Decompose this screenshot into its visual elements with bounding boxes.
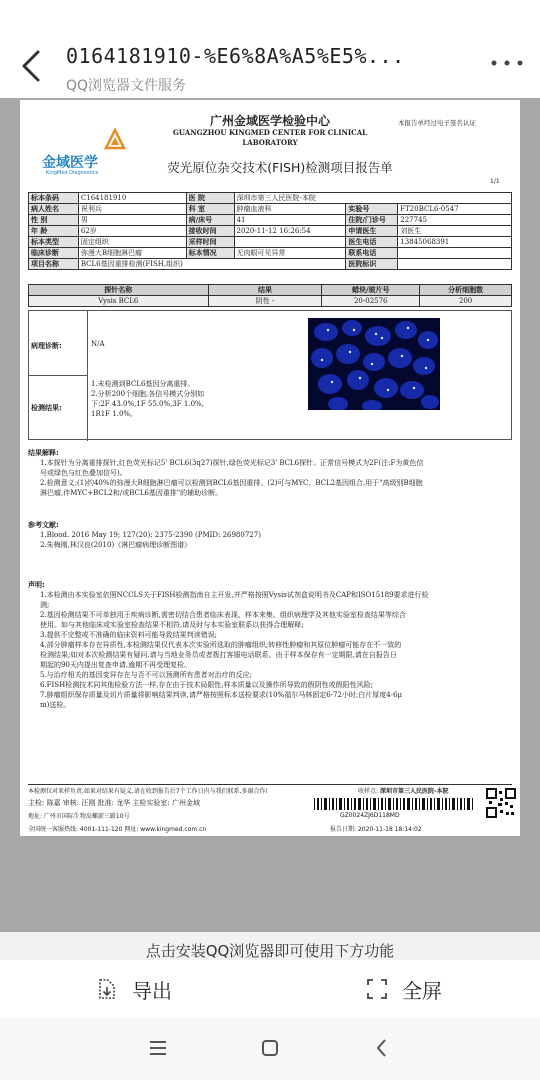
fullscreen-button[interactable] <box>366 960 442 1018</box>
report-page <box>20 100 520 836</box>
install-tip-text: 点击安装QQ浏览器即可使用下方功能 <box>145 942 395 960</box>
system-nav-bar <box>0 1018 540 1080</box>
export-button[interactable] <box>96 960 172 1018</box>
divider <box>87 311 88 441</box>
hotline: 全国统一客服热线: 4001-111-120 网址: www.kingmed.com.cn <box>28 826 207 833</box>
footer-note: 本检测仅对来样负责,如果对结果有疑义,请在收到报告后7个工作日内与我们联系,多谢合作! <box>28 788 268 795</box>
fish-microscopy-image <box>308 318 440 410</box>
declaration: 声明: 1.本检测由本实验室依照NCCLS关于FISH检测指南自主开发,并严格按照Vysis试剂盒说明书及CAP和ISO15189要求进行检 测; 2.基因检测结果不可单独用于疾病诊断,需密切结合患者临床表现、样本来集、组织病理学及其他实验室检查结果等综合 使用。如与其他临床或实验室检查结果不相符,请及时与本实验室联系以获得合理解释; 3.提供不完整或不准确的临床资料可能导致结果判读错误; 4.部分肿瘤样本存在异质性,本检测结果仅代表本次实验所选取的肿瘤组织;转移性肿瘤和其原位肿瘤可能存在不一致的 检测结果;如对本次检测结果有疑问,请与当地业务员或者拨打客服电话联系。由于样本保存有一定期限,请在自报告日 期起的90天内提出复查申请,逾期不再受理复检。 5.与治疗相关的基因变异存在与否不可以预测所有患者对治疗的反应; 6.FISH检测技术同其他检验方法一样,存在由于技术局限性,样本质量以及操作所导致的假阴性或假阳性风险; 7.肿瘤组织保存质量及切片质量将影响结果判读,请严格按照标本送检要求(10%福尔马林固定6-72小时;白片厚度4-6μ m)送检。 <box>28 581 429 709</box>
table-row: 临床诊断 弥漫大B细胞淋巴瘤 标本情况 无肉眼可见异常 联系电话 <box>29 248 512 259</box>
barcode-icon <box>314 798 474 810</box>
table-row: 年 龄 62岁 接收时间 2020-11-12 16:26:54 申请医生 刘医生 <box>29 226 512 237</box>
references: 参考文献: 1.Blood. 2016 May 19; 127(20): 2375-2390 (PMID: 26980727) 2.朱梅刚,林汉良(2010)《淋巴瘤病理诊断图谱》 <box>28 521 261 549</box>
back-nav-icon[interactable] <box>370 1036 394 1060</box>
probe-table <box>28 284 512 307</box>
result-text: 1.未检测到BCL6基因分离重排。 2.分析200个细胞,各信号模式分别如 下:2F 43.0%,1F 55.0%,3F 1.0%, 1R1F 1.0%。 <box>91 380 205 418</box>
table-row: 标本条码 C164181910 医 院 深圳市第三人民医院-本院 <box>29 193 512 204</box>
table-row: 病人姓名 祝利兵 科 室 肿瘤血液科 实验号 FT20BCL6-0547 <box>29 204 512 215</box>
report-time: 报告日期: 2020-11-18 18:14:02 <box>330 826 422 833</box>
result-explanation: 结果解释: 1.本探针为分离重排探针,红色荧光标记5' BCL6(3q27)探针,绿色荧光标记3' BCL6探针。正常信号模式为2F(注:F为黄色信 号或绿色与红色叠加信号)。 2.检测意义:(1)约40%的弥漫大B细胞淋巴瘤可以检测到BCL6基因重排。(2)可与MYC、BCL2基因组合,用于"高级别B细胞 淋巴瘤,伴MYC+BCL2和/或BCL6基因重排"的辅助诊断。 <box>28 449 424 497</box>
home-icon[interactable] <box>258 1036 282 1060</box>
more-dots-icon[interactable] <box>490 58 524 68</box>
pathology-label: 病理诊断: <box>31 342 62 350</box>
table-row: Vysis BCL6 阴性 - 20-02576 200 <box>29 296 512 307</box>
top-bar <box>0 0 540 98</box>
export-label: 导出 <box>132 978 172 1003</box>
fullscreen-label: 全屏 <box>402 978 442 1003</box>
kingmed-logo-mark-icon <box>104 128 126 152</box>
center-name-cn: 广州金域医学检验中心 <box>209 114 330 128</box>
center-name-en: GUANGZHOU KINGMED CENTER FOR CLINICAL LABORATORY <box>172 128 368 147</box>
signers: 主检: 陈嘉 审核: 汪刚 批准: 龙华 主检实验室: 广州金域 <box>28 799 201 807</box>
file-source: QQ浏览器文件服务 <box>66 78 187 94</box>
footer-divider <box>28 784 512 785</box>
pathology-value: N/A <box>91 340 105 348</box>
qr-code-icon <box>486 788 516 818</box>
report-id: GZ0024ZJ6D118MD <box>340 812 400 819</box>
result-label: 检测结果: <box>31 404 62 412</box>
certification-note: 本报告单经过电子签名认证 <box>398 119 476 127</box>
export-icon <box>96 978 118 1000</box>
fullscreen-icon <box>366 978 388 1000</box>
document-viewport[interactable] <box>0 98 540 932</box>
page-number: 1/1 <box>490 178 500 185</box>
menu-icon[interactable] <box>146 1036 170 1060</box>
report-title: 荧光原位杂交技术(FISH)检测项目报告单 <box>167 160 393 175</box>
chevron-left-icon[interactable] <box>18 48 46 84</box>
lab-address: 地址: 广州市国际生物岛螺旋三路10号 <box>28 813 130 820</box>
table-row: 标本类型 固定组织 采样时间 医生电话 13845068391 <box>29 237 512 248</box>
table-header-row: 探针名称 结果 蜡块/玻片号 分析细胞数 <box>29 285 512 296</box>
divider <box>29 375 87 376</box>
table-row: 项目名称 BCL6基因重排检测(FISH,组织) 医院标识 <box>29 259 512 270</box>
logo-en-text: KingMed Diagnostics <box>46 170 99 176</box>
logo-cn-text: 金域医学 <box>42 155 98 171</box>
patient-info-table <box>28 192 512 270</box>
table-row: 性 别 男 病/床号 41 住院/门诊号 227745 <box>29 215 512 226</box>
file-title: 0164181910-%E6%8A%A5%E5%... <box>66 44 405 68</box>
action-bar <box>0 960 540 1018</box>
received-point: 收样点: 深圳市第三人民医院-本院 <box>358 788 449 795</box>
kingmed-logo <box>42 128 142 176</box>
